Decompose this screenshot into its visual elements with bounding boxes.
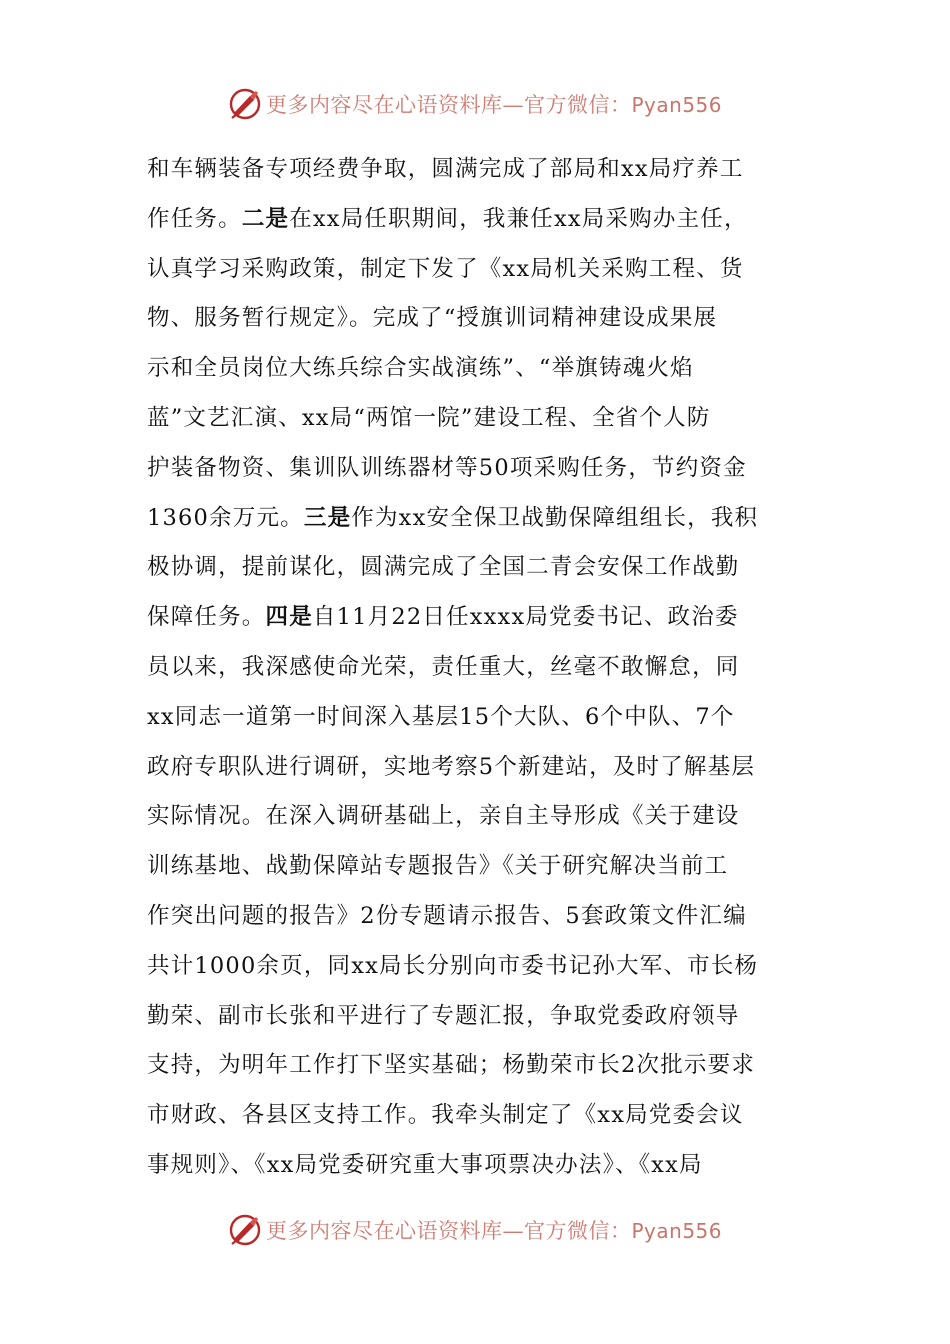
bold-ordinal: 四是 bbox=[265, 604, 313, 631]
text-segment: 在xx局任职期间，我兼任xx局采购办主任， bbox=[289, 205, 748, 232]
text-segment: 政府专职队进行调研，实地考察5个新建站，及时了解基层 bbox=[147, 753, 756, 780]
text-segment: 护装备物资、集训队训练器材等50项采购任务，节约资金 bbox=[147, 454, 747, 481]
text-line bbox=[147, 1141, 817, 1191]
text-segment: 蓝”文艺汇演、xx局“两馆一院”建设工程、全省个人防 bbox=[147, 404, 711, 431]
header-watermark bbox=[0, 86, 950, 122]
text-line bbox=[147, 344, 817, 394]
text-line bbox=[147, 444, 817, 494]
text-segment: 作突出问题的报告》2份专题请示报告、5套政策文件汇编 bbox=[147, 902, 747, 929]
pen-logo-icon bbox=[228, 1213, 262, 1247]
text-line bbox=[147, 494, 817, 544]
text-segment: 作为xx安全保卫战勤保障组组长，我积 bbox=[351, 504, 759, 531]
text-line bbox=[147, 743, 817, 793]
watermark-id: Pyan556 bbox=[631, 1219, 722, 1243]
text-segment: 事规则》、《xx局党委研究重大事项票决办法》、《xx局 bbox=[147, 1151, 703, 1178]
text-segment: 勤荣、副市长张和平进行了专题汇报，争取党委政府领导 bbox=[147, 1002, 740, 1029]
text-line bbox=[147, 145, 817, 195]
text-line bbox=[147, 1041, 817, 1091]
text-line bbox=[147, 892, 817, 942]
watermark-id: Pyan556 bbox=[631, 93, 722, 117]
text-line bbox=[147, 195, 817, 245]
text-line bbox=[147, 792, 817, 842]
text-segment: 示和全员岗位大练兵综合实战演练”、“举旗铸魂火焰 bbox=[147, 355, 694, 382]
text-segment: 和车辆装备专项经费争取，圆满完成了部局和xx局疗养工 bbox=[147, 156, 744, 182]
text-line bbox=[147, 842, 817, 892]
text-segment: 物、服务暂行规定》。完成了“授旗训词精神建设成果展 bbox=[147, 305, 718, 332]
text-line bbox=[147, 643, 817, 693]
text-segment: 自11月22日任xxxx局党委书记、政治委 bbox=[312, 604, 739, 631]
text-segment: 实际情况。在深入调研基础上，亲自主导形成《关于建设 bbox=[147, 803, 740, 830]
text-segment: 市财政、各县区支持工作。我牵头制定了《xx局党委会议 bbox=[147, 1102, 744, 1129]
text-segment: 员以来，我深感使命光荣，责任重大，丝毫不敢懈怠，同 bbox=[147, 653, 740, 680]
text-segment: 1360余万元。 bbox=[147, 504, 304, 531]
text-segment: xx同志一道第一时间深入基层15个大队、6个中队、7个 bbox=[147, 703, 735, 730]
text-line bbox=[147, 294, 817, 344]
text-line bbox=[147, 245, 817, 295]
text-segment: 极协调，提前谋化，圆满完成了全国二青会安保工作战勤 bbox=[147, 554, 740, 581]
bold-ordinal: 三是 bbox=[303, 504, 352, 531]
watermark-text: 更多内容尽在心语资料库—官方微信： bbox=[265, 1219, 632, 1243]
text-line bbox=[147, 543, 817, 593]
document-body bbox=[147, 145, 817, 1191]
text-segment: 训练基地、战勤保障站专题报告》《关于研究解决当前工 bbox=[147, 853, 729, 880]
text-line bbox=[147, 394, 817, 444]
text-line bbox=[147, 942, 817, 992]
text-segment: 支持，为明年工作打下坚实基础；杨勤荣市长2次批示要求 bbox=[147, 1052, 756, 1079]
text-segment: 认真学习采购政策，制定下发了《xx局机关采购工程、货 bbox=[147, 255, 744, 282]
watermark-text: 更多内容尽在心语资料库—官方微信： bbox=[265, 93, 632, 117]
text-line bbox=[147, 1091, 817, 1141]
text-line bbox=[147, 593, 817, 643]
text-segment: 保障任务。 bbox=[147, 604, 266, 631]
footer-watermark bbox=[0, 1212, 950, 1248]
text-segment: 共计1000余页，同xx局长分别向市委书记孙大军、市长杨 bbox=[147, 952, 759, 979]
text-segment: 作任务。 bbox=[147, 205, 242, 232]
bold-ordinal: 二是 bbox=[241, 205, 290, 232]
pen-logo-icon bbox=[228, 87, 262, 121]
text-line bbox=[147, 693, 817, 743]
text-line bbox=[147, 992, 817, 1042]
